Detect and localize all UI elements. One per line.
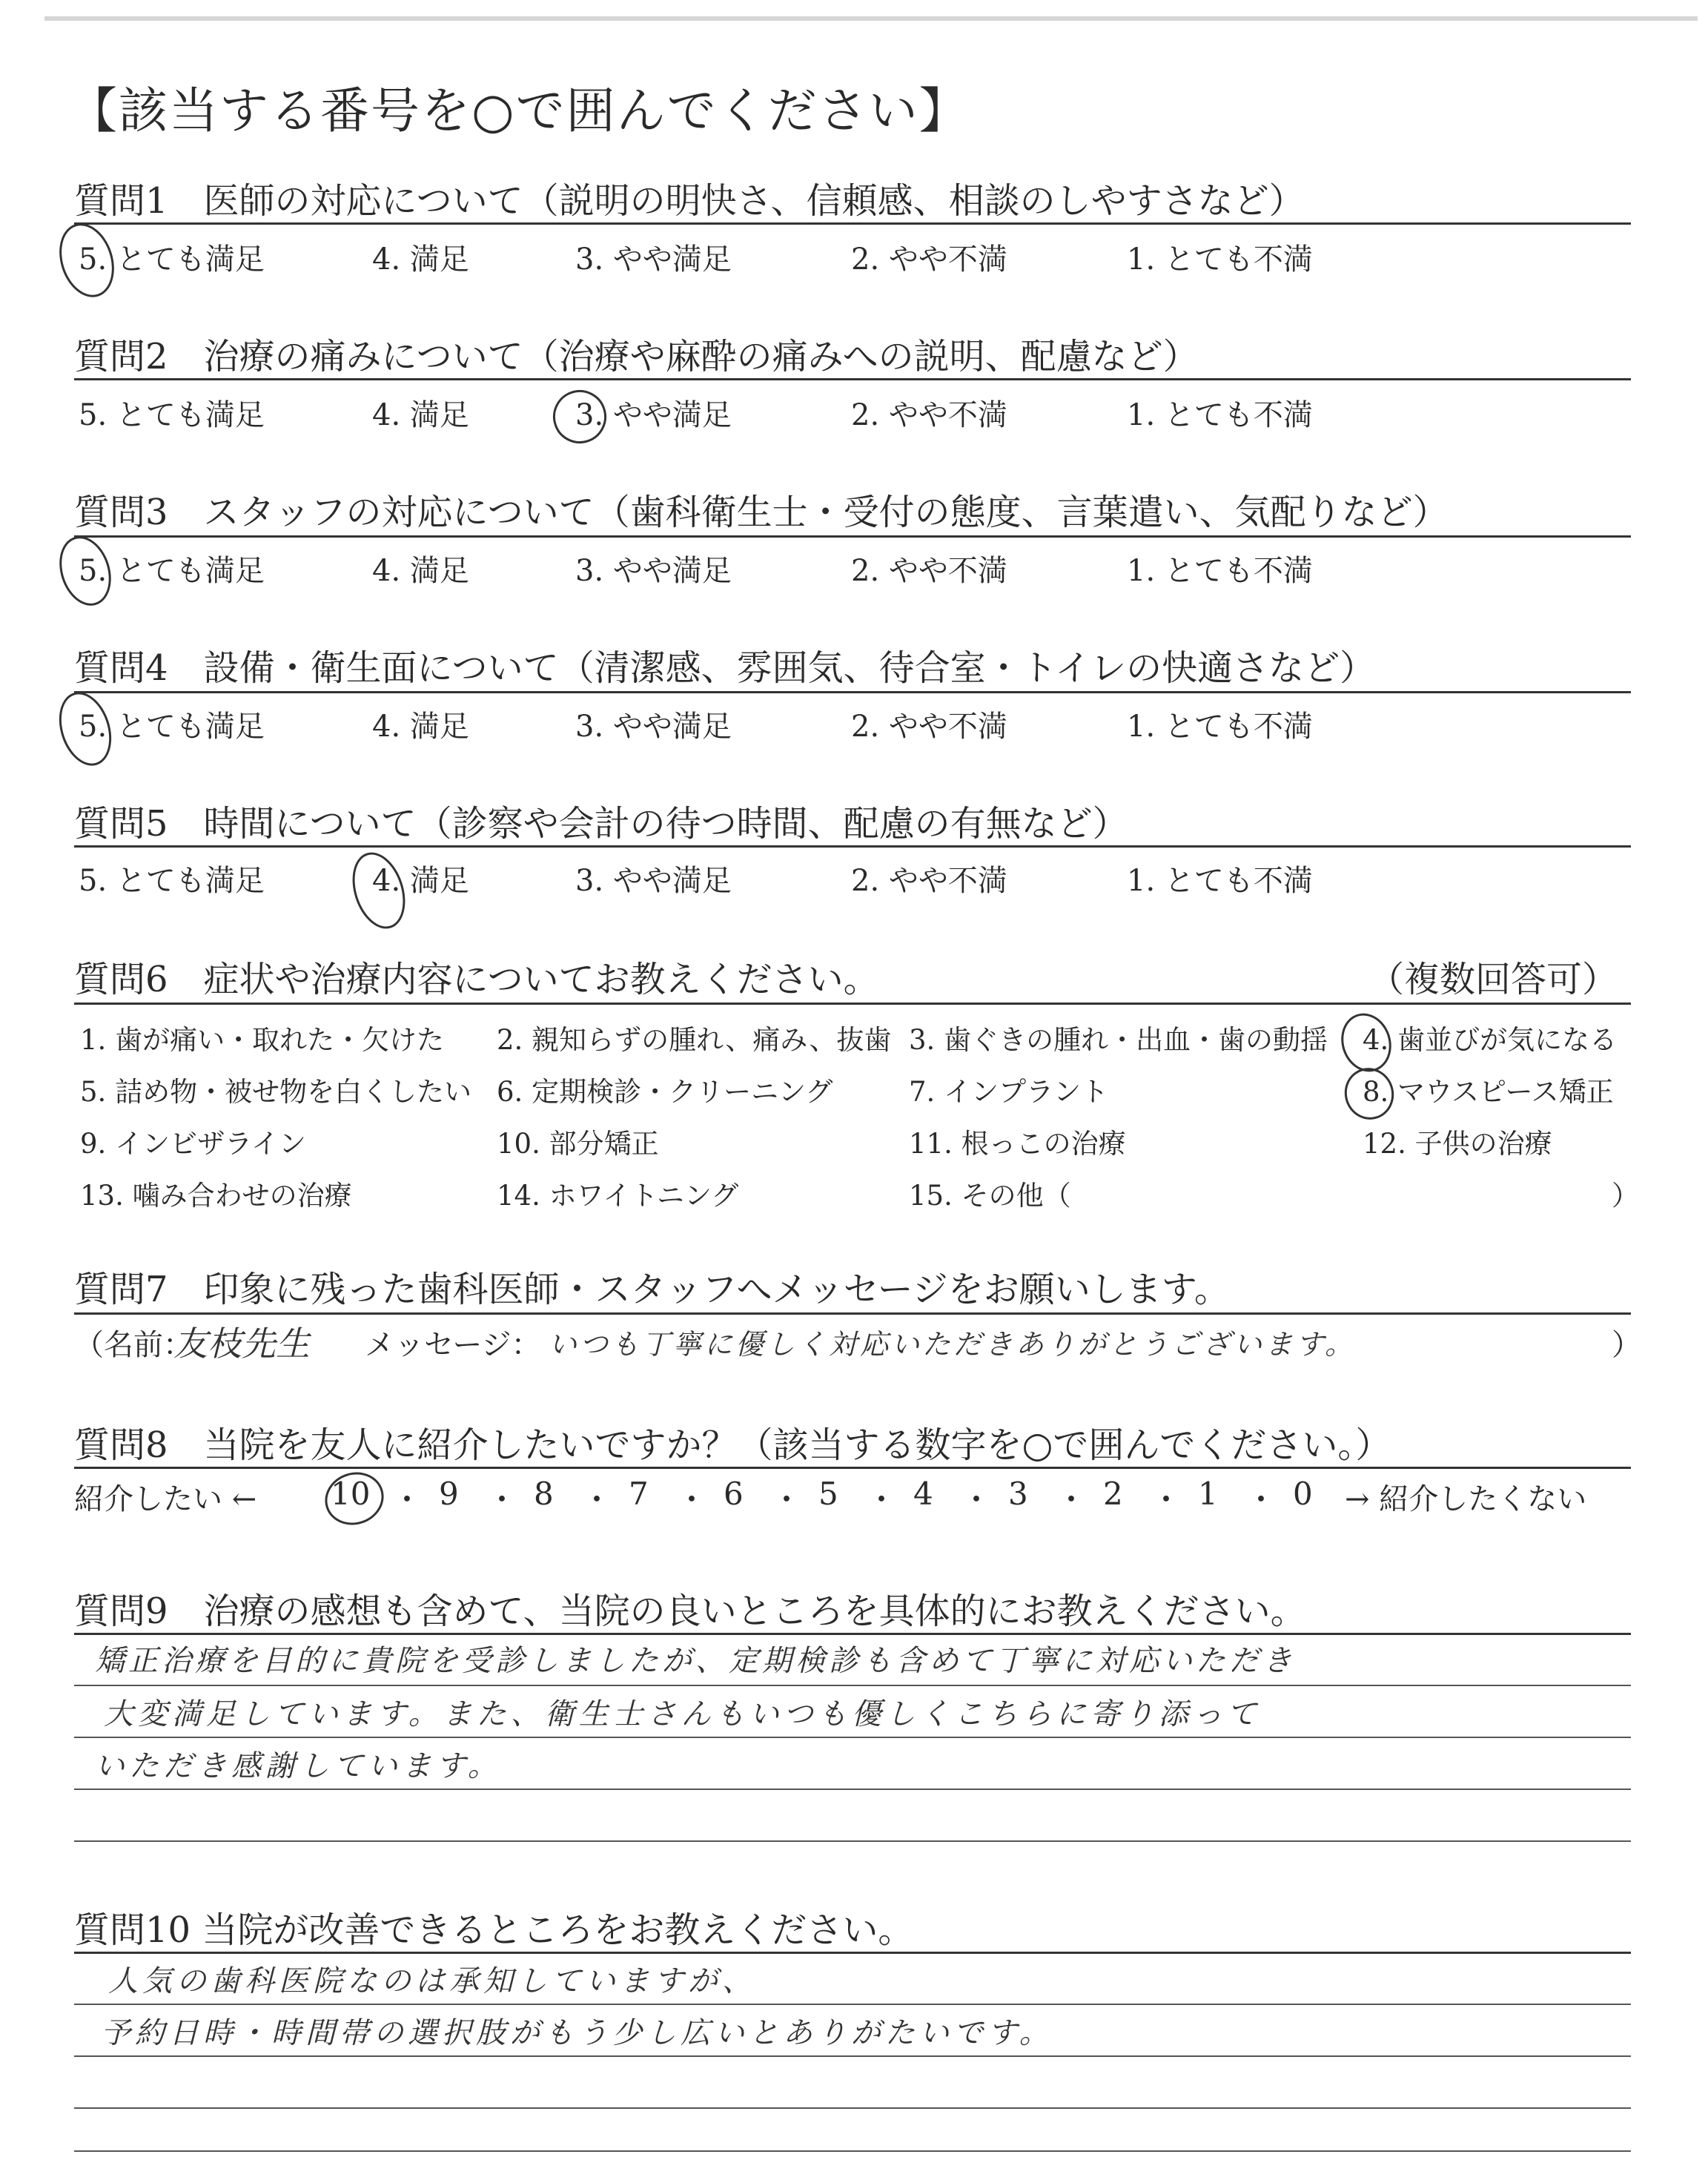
q6-option-11[interactable]: 11. 根っこの治療 [909, 1128, 1126, 1160]
q6-option-12[interactable]: 12. 子供の治療 [1363, 1128, 1552, 1160]
q3-option-2[interactable]: 2. やや不満 [851, 554, 1007, 588]
name-handwritten: 友枝先生 [173, 1324, 310, 1364]
recommend-left-label: 紹介したい ← [74, 1482, 257, 1516]
question-8-title: 質問8 当院を友人に紹介したいですか？（該当する数字を○で囲んでください。） [74, 1424, 1391, 1466]
scale-10[interactable]: 10 [331, 1476, 371, 1512]
scale-dot: ・ [866, 1482, 898, 1518]
q6-option-1[interactable]: 1. 歯が痛い・取れた・欠けた [80, 1024, 445, 1056]
divider [74, 691, 1631, 693]
scale-dot: ・ [391, 1482, 423, 1518]
scale-dot: ・ [486, 1482, 518, 1518]
writing-line [74, 1840, 1631, 1842]
q6-option-6[interactable]: 6. 定期検診・クリーニング [497, 1076, 833, 1108]
q6-option-15[interactable]: 15. その他（ [909, 1180, 1071, 1212]
divider [74, 222, 1631, 225]
writing-line [74, 2150, 1631, 2152]
q9-answer-line-1: 矯正治療を目的に貴院を受診しましたが、定期検診も含めて丁寧に対応いただき [95, 1644, 1296, 1678]
message-close-paren: ） [1612, 1328, 1641, 1362]
q6-option-10[interactable]: 10. 部分矯正 [497, 1128, 659, 1160]
q1-option-3[interactable]: 3. やや満足 [575, 242, 732, 277]
q5-option-1[interactable]: 1. とても不満 [1127, 864, 1313, 898]
q2-option-3[interactable]: 3. やや満足 [575, 398, 732, 432]
q1-option-5[interactable]: 5. とても満足 [79, 242, 265, 277]
writing-line [74, 1789, 1631, 1790]
q6-option-8[interactable]: 8. マウスピース矯正 [1363, 1076, 1614, 1108]
q4-option-2[interactable]: 2. やや不満 [851, 710, 1007, 744]
message-handwritten: いつも丁寧に優しく対応いただきありがとうございます。 [549, 1328, 1356, 1361]
q3-option-4[interactable]: 4. 満足 [372, 554, 469, 588]
selection-circle [51, 529, 119, 612]
divider [74, 378, 1631, 380]
q6-option-5[interactable]: 5. 詰め物・被せ物を白くしたい [80, 1076, 472, 1108]
scale-2[interactable]: 2 [1103, 1476, 1123, 1512]
question-5-title: 質問5 時間について（診察や会計の待つ時間、配慮の有無など） [74, 803, 1128, 845]
writing-line [74, 2107, 1631, 2109]
q2-option-5[interactable]: 5. とても満足 [79, 398, 265, 432]
divider [74, 1467, 1631, 1469]
q1-option-2[interactable]: 2. やや不満 [851, 242, 1007, 277]
question-3-title: 質問3 スタッフの対応について（歯科衛生士・受付の態度、言葉遣い、気配りなど） [74, 492, 1449, 533]
scan-edge-line [44, 16, 1698, 21]
scale-dot: ・ [1245, 1482, 1277, 1518]
divider [74, 845, 1631, 848]
q5-option-3[interactable]: 3. やや満足 [575, 864, 732, 898]
q4-option-4[interactable]: 4. 満足 [372, 710, 469, 744]
q1-option-4[interactable]: 4. 満足 [372, 242, 469, 277]
q10-answer-line-2: 予約日時・時間帯の選択肢がもう少し広いとありがたいです。 [101, 2016, 1053, 2050]
question-10-title: 質問10 当院が改善できるところをお教えください。 [74, 1909, 914, 1951]
q2-option-4[interactable]: 4. 満足 [372, 398, 469, 432]
question-7-title: 質問7 印象に残った歯科医師・スタッフへメッセージをお願いします。 [74, 1269, 1230, 1310]
scale-7[interactable]: 7 [629, 1476, 649, 1512]
q3-option-5[interactable]: 5. とても満足 [79, 554, 265, 588]
question-1-title: 質問1 医師の対応について（説明の明快さ、信頼感、相談のしやすさなど） [74, 180, 1305, 222]
q2-option-2[interactable]: 2. やや不満 [851, 398, 1007, 432]
question-9-title: 質問9 治療の感想も含めて、当院の良いところを具体的にお教えください。 [74, 1591, 1306, 1632]
writing-line [74, 2004, 1631, 2005]
scale-3[interactable]: 3 [1008, 1476, 1028, 1512]
scale-8[interactable]: 8 [534, 1476, 554, 1512]
scale-dot: ・ [961, 1482, 993, 1518]
q6-option-4[interactable]: 4. 歯並びが気になる [1363, 1024, 1618, 1056]
q4-option-1[interactable]: 1. とても不満 [1127, 710, 1313, 744]
scale-dot: ・ [1151, 1482, 1182, 1518]
q3-option-1[interactable]: 1. とても不満 [1127, 554, 1313, 588]
q9-answer-line-2: 大変満足しています。また、衛生士さんもいつも優しくこちらに寄り添って [104, 1697, 1261, 1731]
scale-dot: ・ [1056, 1482, 1088, 1518]
q1-option-1[interactable]: 1. とても不満 [1127, 242, 1313, 277]
writing-line [74, 2055, 1631, 2057]
writing-line [74, 1737, 1631, 1738]
other-close-paren: ） [1612, 1180, 1639, 1212]
q6-option-3[interactable]: 3. 歯ぐきの腫れ・出血・歯の動揺 [909, 1024, 1328, 1056]
writing-line [74, 1685, 1631, 1686]
scale-0[interactable]: 0 [1293, 1476, 1313, 1512]
scale-4[interactable]: 4 [913, 1476, 933, 1512]
q5-option-5[interactable]: 5. とても満足 [79, 864, 265, 898]
divider [74, 1003, 1631, 1005]
recommend-right-label: → 紹介したくない [1345, 1482, 1587, 1516]
scale-9[interactable]: 9 [439, 1476, 459, 1512]
scale-dot: ・ [581, 1482, 613, 1518]
scale-dot: ・ [771, 1482, 803, 1518]
q2-option-1[interactable]: 1. とても不満 [1127, 398, 1313, 432]
selection-circle [318, 1464, 391, 1532]
q6-option-7[interactable]: 7. インプラント [909, 1076, 1109, 1108]
selection-circle [50, 685, 120, 772]
q6-option-2[interactable]: 2. 親知らずの腫れ、痛み、抜歯 [497, 1024, 892, 1056]
form-header: 【該当する番号を○で囲んでください】 [68, 82, 970, 139]
q10-answer-line-1: 人気の歯科医院なのは承知していますが、 [108, 1964, 756, 1998]
q6-option-14[interactable]: 14. ホワイトニング [497, 1180, 739, 1212]
q9-answer-line-3: いただき感謝しています。 [95, 1749, 502, 1783]
message-label: メッセージ： [365, 1328, 541, 1362]
multiple-answer-note: （複数回答可） [1368, 959, 1618, 1000]
q4-option-3[interactable]: 3. やや満足 [575, 710, 732, 744]
q3-option-3[interactable]: 3. やや満足 [575, 554, 732, 588]
q6-option-13[interactable]: 13. 噛み合わせの治療 [80, 1180, 352, 1212]
selection-circle [50, 217, 123, 305]
scale-dot: ・ [676, 1482, 708, 1518]
scale-1[interactable]: 1 [1198, 1476, 1218, 1512]
name-label: （名前： [74, 1328, 193, 1362]
question-2-title: 質問2 治療の痛みについて（治療や麻酔の痛みへの説明、配慮など） [74, 336, 1199, 377]
question-6-title: 質問6 症状や治療内容についてお教えください。 [74, 959, 879, 1000]
divider [74, 1312, 1631, 1315]
q4-option-5[interactable]: 5. とても満足 [79, 710, 265, 744]
divider [74, 1633, 1631, 1635]
q6-option-9[interactable]: 9. インビザライン [80, 1128, 306, 1160]
q5-option-2[interactable]: 2. やや不満 [851, 864, 1007, 898]
divider [74, 1952, 1631, 1954]
q5-option-4[interactable]: 4. 満足 [372, 864, 469, 898]
scale-6[interactable]: 6 [724, 1476, 744, 1512]
divider [74, 535, 1631, 538]
scale-5[interactable]: 5 [818, 1476, 838, 1512]
question-4-title: 質問4 設備・衛生面について（清潔感、雰囲気、待合室・トイレの快適さなど） [74, 647, 1376, 689]
